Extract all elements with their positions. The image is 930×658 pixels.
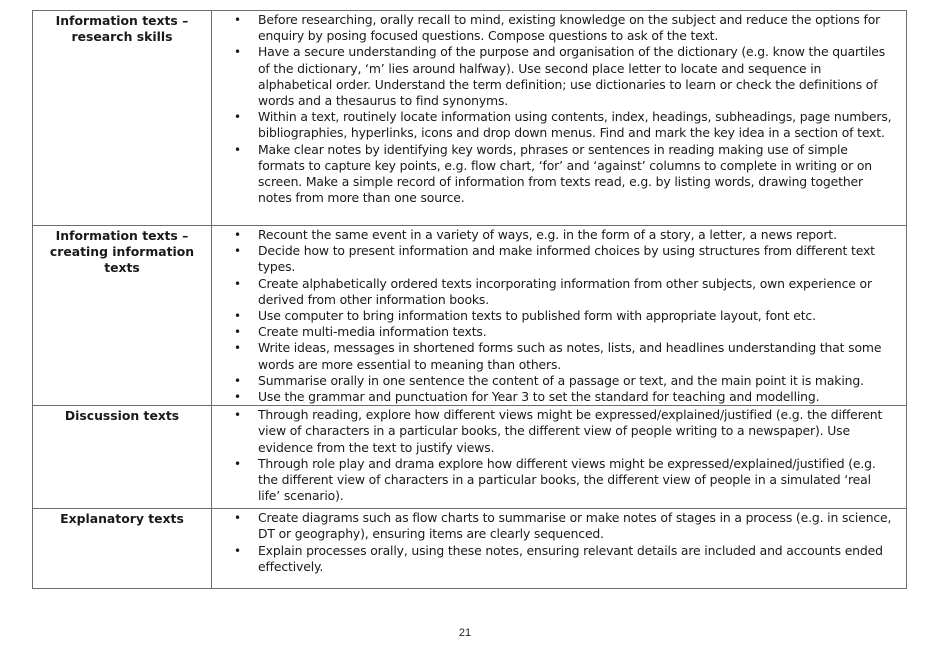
table-row bbox=[33, 226, 907, 406]
list-item-text: Create multi-media information texts. bbox=[258, 324, 487, 340]
list-item-text: Use computer to bring information texts to published form with appropriate layout, font etc. bbox=[258, 308, 816, 324]
bullet-icon: • bbox=[234, 244, 241, 259]
list-item bbox=[234, 389, 894, 405]
list-item-text: Use the grammar and punctuation for Year 3 to set the standard for teaching and modelling. bbox=[258, 389, 820, 405]
list-item bbox=[234, 44, 894, 109]
bullet-icon: • bbox=[234, 543, 241, 558]
category-label-line: Explanatory texts bbox=[60, 511, 184, 527]
list-item bbox=[234, 275, 894, 308]
bullet-icon: • bbox=[234, 276, 241, 291]
list-item bbox=[234, 510, 894, 542]
bullet-icon: • bbox=[234, 456, 241, 471]
list-item-text: Through reading, explore how different views might be expressed/explained/justified (e.g. the different view of characters in a particular books, the different view of people writing to a newspaper). Use evidence from the text to justify views. bbox=[258, 407, 883, 455]
list-item-text: Within a text, routinely locate information using contents, index, headings, subheadings, page numbers, bibliographies, hyperlinks, icons and drop down menus. Find and mark the key idea in a section of text. bbox=[258, 109, 892, 141]
list-item-text: Make clear notes by identifying key words, phrases or sentences in reading making use of simple formats to capture key points, e.g. flow chart, ‘for’ and ‘against’ columns to complete in writing or on screen. Make a simple record of information from texts read, e.g. by listing words, drawing together notes from more than one source. bbox=[258, 141, 872, 206]
objectives-cell bbox=[212, 509, 907, 589]
bullet-icon: • bbox=[234, 373, 241, 388]
list-item bbox=[234, 243, 894, 275]
list-item bbox=[234, 109, 894, 141]
bullet-icon: • bbox=[234, 13, 241, 27]
bullet-icon: • bbox=[234, 309, 241, 324]
bullet-icon: • bbox=[234, 228, 241, 242]
curriculum-table bbox=[32, 10, 907, 589]
objectives-list bbox=[212, 11, 906, 206]
objectives-list bbox=[212, 509, 906, 575]
category-label-line: creating information texts bbox=[49, 244, 195, 276]
list-item bbox=[234, 12, 894, 44]
bullet-icon: • bbox=[234, 325, 241, 340]
list-item-text: Have a secure understanding of the purpose and organisation of the dictionary (e.g. know the quartiles of the dictionary, ‘m’ lies around halfway). Use second place letter to locate and sequence in alphabetical order. Understand the term definition; use dictionaries to learn or check the definitions of words and a thesaurus to find synonyms. bbox=[258, 44, 886, 109]
table-row bbox=[33, 11, 907, 226]
category-cell bbox=[33, 11, 212, 226]
table-row bbox=[33, 406, 907, 509]
category-cell bbox=[33, 509, 212, 589]
list-item bbox=[234, 324, 894, 340]
bullet-icon: • bbox=[234, 45, 241, 60]
category-label-line: Discussion texts bbox=[64, 408, 180, 424]
category-cell bbox=[33, 406, 212, 509]
list-item-text: Summarise orally in one sentence the content of a passage or text, and the main point it is making. bbox=[258, 372, 864, 388]
list-item bbox=[234, 407, 894, 456]
objectives-list bbox=[212, 226, 906, 405]
page-number: 21 bbox=[458, 627, 472, 639]
objectives-cell bbox=[212, 406, 907, 509]
bullet-icon: • bbox=[234, 110, 241, 125]
bullet-icon: • bbox=[234, 390, 241, 405]
list-item-text: Create alphabetically ordered texts incorporating information from other subjects, own experience or derived from other information books. bbox=[258, 275, 872, 307]
bullet-icon: • bbox=[234, 408, 241, 423]
list-item bbox=[234, 542, 894, 575]
list-item bbox=[234, 227, 894, 243]
list-item bbox=[234, 455, 894, 505]
category-label-line: Information texts – bbox=[55, 13, 189, 28]
bullet-icon: • bbox=[234, 142, 241, 157]
objectives-cell bbox=[212, 226, 907, 406]
list-item-text: Before researching, orally recall to mind, existing knowledge on the subject and reduce the options for enquiry by posing focused questions. Compose questions to ask of the text. bbox=[258, 12, 881, 44]
bullet-icon: • bbox=[234, 341, 241, 356]
list-item-text: Write ideas, messages in shortened forms such as notes, lists, and headlines understanding that some words are more essential to meaning than others. bbox=[258, 340, 882, 372]
list-item-text: Recount the same event in a variety of ways, e.g. in the form of a story, a letter, a news report. bbox=[258, 227, 837, 242]
category-cell bbox=[33, 226, 212, 406]
bullet-icon: • bbox=[234, 511, 241, 526]
list-item bbox=[234, 308, 894, 324]
list-item bbox=[234, 340, 894, 372]
category-label-line: research skills bbox=[71, 29, 173, 45]
list-item-text: Through role play and drama explore how different views might be expressed/explained/justified (e.g. the different view of characters in a particular books, the different view of people in a simulated ‘real life’ scenario). bbox=[258, 455, 876, 504]
list-item-text: Decide how to present information and make informed choices by using structures from different text types. bbox=[258, 243, 875, 275]
category-label-line: Information texts – bbox=[55, 228, 189, 243]
objectives-list bbox=[212, 406, 906, 504]
list-item bbox=[234, 141, 894, 207]
list-item-text: Explain processes orally, using these notes, ensuring relevant details are included and accounts ended effectively. bbox=[258, 542, 883, 574]
objectives-cell bbox=[212, 11, 907, 226]
list-item bbox=[234, 372, 894, 389]
table-row bbox=[33, 509, 907, 589]
list-item-text: Create diagrams such as flow charts to summarise or make notes of stages in a process (e.g. in science, DT or geography), ensuring items are clearly sequenced. bbox=[258, 510, 892, 542]
